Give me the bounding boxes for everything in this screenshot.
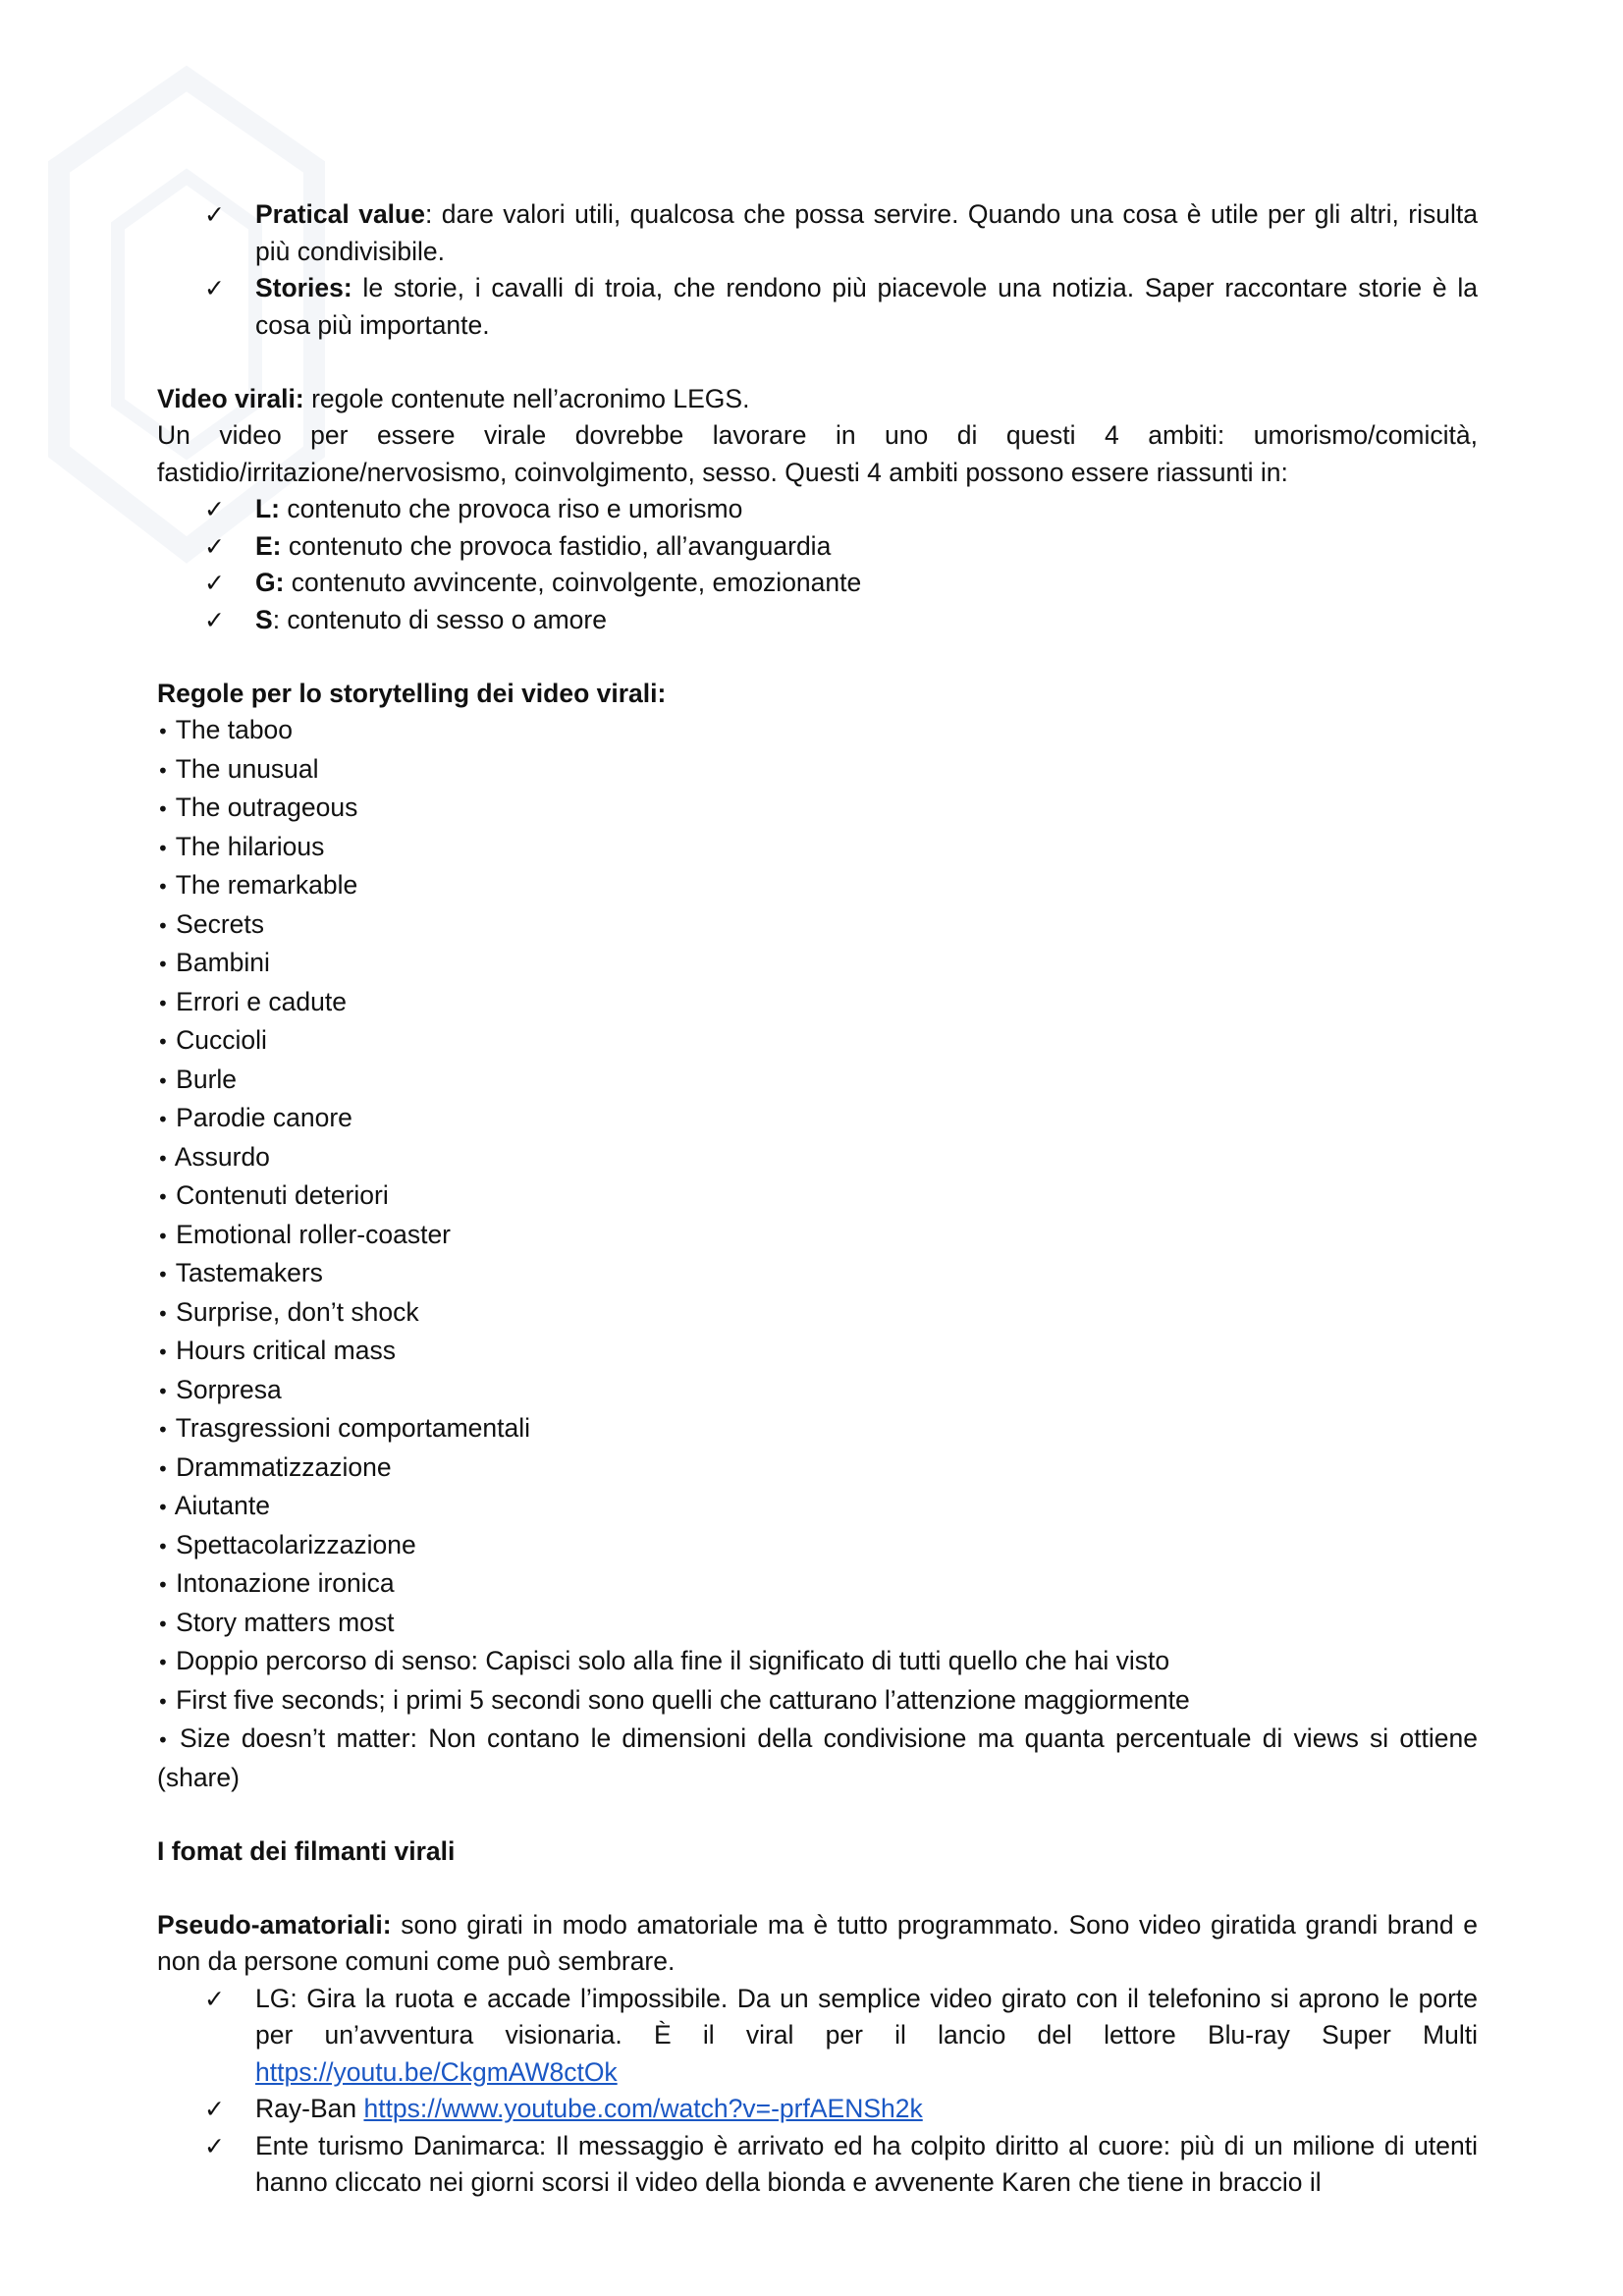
item-bold: G: (255, 568, 285, 597)
checkmark-icon: ✓ (204, 2131, 225, 2160)
regole-item-text: Intonazione ironica (176, 1568, 395, 1598)
regole-item-text: Doppio percorso di senso: Capisci solo alla fine il significato di tutti quello che hai visto (176, 1646, 1170, 1675)
pseudo-item-danimarca (157, 2128, 1478, 2202)
bullet-icon: • (157, 1496, 169, 1519)
regole-item-text: The unusual (175, 753, 319, 784)
bullet-icon: • (157, 1068, 169, 1093)
video-virali-paragraph: Un video per essere virale dovrebbe lavorare in uno di questi 4 ambiti: umorismo/comicità, fastidio/irritazione/nervosismo, coinvolgimento, sesso. Questi 4 ambiti possono essere riassunti in: (157, 420, 1478, 487)
bullet-icon: • (157, 836, 169, 860)
bullet-icon: • (157, 1185, 169, 1209)
legs-list (157, 491, 1478, 638)
check-item-stories (157, 270, 1478, 344)
regole-item (157, 1488, 1478, 1527)
regole-item-text: Bambini (176, 948, 270, 977)
bullet-icon: • (157, 1146, 169, 1171)
regole-item-text: Spettacolarizzazione (176, 1529, 416, 1559)
bullet-icon: • (157, 1379, 169, 1403)
regole-item (157, 751, 1478, 791)
video-virali-heading-line (157, 381, 1478, 418)
formati-heading: I fomat dei filmanti virali (157, 1835, 456, 1866)
regole-item-text: Tastemakers (175, 1258, 323, 1287)
regole-item-text: Assurdo (174, 1141, 270, 1172)
regole-item-text: Cuccioli (176, 1025, 267, 1055)
regole-item (157, 1527, 1478, 1566)
regole-item (157, 1372, 1478, 1411)
bullet-icon: • (157, 1301, 169, 1326)
checkmark-icon: ✓ (204, 1984, 225, 2013)
check-item-pratical-value (157, 196, 1478, 270)
regole-item (157, 1139, 1478, 1178)
regole-heading-line (157, 676, 1478, 713)
legs-item-s (157, 602, 1478, 639)
video-virali-heading-rest: regole contenute nell’acronimo LEGS. (303, 383, 750, 413)
bullet-icon: • (157, 1534, 169, 1558)
checkmark-icon: ✓ (204, 605, 225, 634)
bullet-icon: • (157, 1108, 169, 1131)
item-text: le storie, i cavalli di troia, che rendono più piacevole una notizia. Saper raccontare storie è la cosa più importante. (255, 273, 1478, 340)
video-virali-heading: Video virali: (157, 383, 304, 413)
bullet-icon: • (157, 758, 169, 783)
regole-item (157, 1643, 1478, 1682)
bullet-icon: • (157, 1030, 169, 1054)
pseudo-list (157, 1981, 1478, 2202)
regole-item (157, 1294, 1478, 1334)
item-text: : dare valori utili, qualcosa che possa servire. Quando una cosa è utile per gli altri, risulta più condivisibile. (255, 199, 1478, 266)
bullet-icon: • (157, 1689, 169, 1714)
youtube-link-lg[interactable]: https://youtu.be/CkgmAW8ctOk (255, 2056, 618, 2087)
formati-heading-line (157, 1833, 1478, 1871)
regole-item (157, 1721, 1478, 1796)
item-text: contenuto avvincente, coinvolgente, emozionante (284, 568, 862, 597)
regole-item (157, 1217, 1478, 1256)
regole-item-text: Size doesn’t matter: Non contano le dimensioni della condivisione ma quanta percentuale di views si ottiene (share) (157, 1723, 1478, 1792)
bullet-icon: • (157, 1456, 169, 1481)
regole-item (157, 1255, 1478, 1294)
regole-item-text: Emotional roller-coaster (176, 1219, 452, 1249)
regole-item-text: Parodie canore (176, 1103, 352, 1132)
regole-item (157, 1177, 1478, 1217)
checkmark-icon: ✓ (204, 495, 225, 523)
checkmark-icon: ✓ (204, 274, 225, 302)
item-text: : contenuto di sesso o amore (272, 604, 607, 634)
bullet-icon: • (157, 1728, 169, 1752)
regole-item-text: The remarkable (175, 870, 358, 900)
regole-heading: Regole per lo storytelling dei video virali: (157, 678, 667, 708)
regole-item (157, 712, 1478, 751)
item-text: Ente turismo Danimarca: Il messaggio è arrivato ed ha colpito diritto al cuore: più di un milione di utenti hanno cliccato nei giorni scorsi il video della bionda e avvenente Karen che tiene in braccio il (255, 2130, 1478, 2197)
pseudo-heading-rest: sono girati in modo amatoriale ma è tutto programmato. Sono video giratida grandi brand e non da persone comuni come può sembrare. (157, 1909, 1478, 1976)
regole-item-text: Sorpresa (176, 1374, 282, 1404)
regole-item-text: Secrets (176, 908, 265, 939)
regole-item (157, 1062, 1478, 1101)
legs-item-g (157, 565, 1478, 602)
pseudo-paragraph (157, 1907, 1478, 1981)
document-page (157, 196, 1478, 2202)
regole-item (157, 1022, 1478, 1062)
regole-item (157, 1565, 1478, 1605)
regole-item (157, 1100, 1478, 1139)
regole-item-text: The outrageous (175, 793, 358, 822)
bullet-icon: • (157, 720, 169, 743)
bullet-icon: • (157, 991, 169, 1015)
item-text: Ray-Ban (255, 2094, 364, 2123)
regole-item (157, 867, 1478, 906)
pseudo-item-ray-ban (157, 2091, 1478, 2128)
bullet-icon: • (157, 1224, 169, 1248)
bullet-icon: • (157, 1612, 169, 1636)
bullet-icon: • (157, 1418, 169, 1442)
legs-item-l (157, 491, 1478, 528)
item-text: LG: Gira la ruota e accade l’impossibile. Da un semplice video girato con il telefonino si aprono le porte per un’avventura visionaria. È il viral per il lancio del lettore Blu-ray Super Multi (255, 1983, 1478, 2050)
regole-list (157, 712, 1478, 1796)
item-text: contenuto che provoca fastidio, all’avanguardia (281, 530, 832, 561)
regole-item-text: Contenuti deteriori (176, 1180, 389, 1210)
regole-item (157, 1333, 1478, 1372)
regole-item-text: Surprise, don’t shock (176, 1296, 419, 1327)
bullet-icon: • (157, 875, 169, 899)
regole-item (157, 790, 1478, 829)
regole-item-text: Errori e cadute (176, 986, 347, 1016)
regole-item-text: Trasgressioni comportamentali (175, 1413, 531, 1443)
regole-item-text: Story matters most (176, 1607, 395, 1637)
regole-item-text: Burle (176, 1064, 238, 1094)
regole-item (157, 1605, 1478, 1644)
regole-item (157, 945, 1478, 984)
item-bold: S (255, 604, 273, 634)
regole-item (157, 829, 1478, 868)
regole-item-text: The taboo (175, 715, 294, 744)
checkmark-icon: ✓ (204, 531, 225, 561)
bullet-icon: • (157, 797, 169, 821)
legs-item-e (157, 528, 1478, 566)
regole-item-text: Hours critical mass (176, 1336, 396, 1365)
regole-item-text: Drammatizzazione (176, 1451, 392, 1482)
regole-item (157, 1682, 1478, 1722)
item-bold: E: (255, 530, 282, 561)
item-text: contenuto che provoca riso e umorismo (280, 494, 743, 523)
bullet-icon: • (157, 1340, 169, 1364)
bullet-icon: • (157, 1573, 169, 1597)
bullet-icon: • (157, 953, 169, 976)
pseudo-item-lg (157, 1981, 1478, 2092)
regole-item (157, 906, 1478, 946)
checkmark-icon: ✓ (204, 2095, 225, 2123)
youtube-link-ray-ban[interactable]: https://www.youtube.com/watch?v=-prfAENSh2k (363, 2094, 923, 2123)
bullet-icon: • (157, 913, 169, 938)
regole-item (157, 1449, 1478, 1489)
item-bold: Stories: (255, 273, 352, 302)
checkmark-icon: ✓ (204, 569, 225, 597)
item-bold: Pratical value (255, 199, 425, 229)
regole-item (157, 1410, 1478, 1449)
checkmark-icon: ✓ (204, 200, 225, 229)
bullet-icon: • (157, 1263, 169, 1286)
pseudo-heading: Pseudo-amatoriali: (157, 1909, 392, 1940)
bullet-icon: • (157, 1651, 169, 1674)
regole-item-text: First five seconds; i primi 5 secondi sono quelli che catturano l’attenzione maggiormente (176, 1684, 1190, 1715)
regole-item (157, 984, 1478, 1023)
regole-item-text: Aiutante (174, 1491, 270, 1520)
top-check-list (157, 196, 1478, 344)
regole-item-text: The hilarious (175, 831, 325, 861)
item-bold: L: (255, 494, 281, 523)
